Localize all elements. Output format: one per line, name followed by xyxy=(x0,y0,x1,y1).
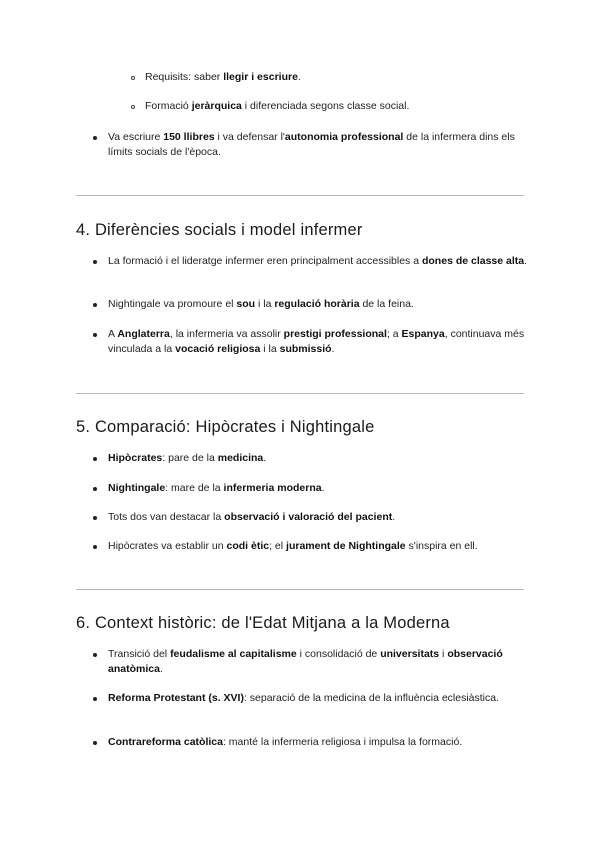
section-divider xyxy=(76,589,524,590)
bullet xyxy=(93,697,97,701)
text-segment: i la xyxy=(260,343,280,355)
bold-text: 150 llibres xyxy=(163,131,215,143)
bold-text: infermeria moderna xyxy=(223,482,322,494)
bold-text: regulació horària xyxy=(274,298,360,310)
section-heading: 6. Context històric: de l'Edat Mitjana a la Moderna xyxy=(76,614,450,632)
text-segment: ; a xyxy=(386,328,402,340)
list-item xyxy=(108,297,528,312)
bullet xyxy=(93,333,97,337)
text-segment: . xyxy=(263,452,267,464)
text-segment: Requisits: saber xyxy=(145,71,224,83)
section-heading: 4. Diferències socials i model infermer xyxy=(76,221,363,239)
list-item xyxy=(108,510,528,525)
bullet xyxy=(93,653,97,657)
bullet xyxy=(93,516,97,520)
bold-text: Reforma Protestant (s. XVI) xyxy=(108,692,244,704)
text-segment: Tots dos van destacar la xyxy=(108,511,225,523)
bold-text: Espanya xyxy=(401,328,445,340)
list-item xyxy=(108,481,528,496)
bold-text: dones de classe alta xyxy=(421,255,525,267)
list-item xyxy=(108,735,528,750)
bold-text: Anglaterra xyxy=(117,328,170,340)
bold-text: medicina xyxy=(217,452,264,464)
bullet xyxy=(93,260,97,264)
list-item xyxy=(108,539,528,554)
text-segment: de la infermera dins els límits socials de l'època. xyxy=(108,131,515,158)
text-segment: . xyxy=(392,511,396,523)
bullet xyxy=(93,457,97,461)
text-segment: i xyxy=(439,648,448,660)
bold-text: Nightingale xyxy=(108,482,166,494)
sub-list-item xyxy=(145,70,525,85)
list-item xyxy=(108,327,528,357)
bold-text: Contrareforma catòlica xyxy=(108,736,223,748)
section-divider xyxy=(76,195,524,196)
text-segment: s'inspira en ell. xyxy=(405,540,478,552)
text-segment: : pare de la xyxy=(162,452,218,464)
sub-list-item xyxy=(145,99,525,114)
bullet xyxy=(93,487,97,491)
text-segment: i consolidació de xyxy=(296,648,381,660)
text-segment: . xyxy=(321,482,325,494)
bullet xyxy=(93,303,97,307)
bold-text: jeràrquica xyxy=(191,100,242,112)
text-segment: . xyxy=(159,663,163,675)
text-segment: , continuava més vinculada a la xyxy=(108,328,525,355)
text-segment: . xyxy=(297,71,301,83)
text-segment: ; el xyxy=(269,540,287,552)
text-segment: Formació xyxy=(145,100,192,112)
text-segment: i la xyxy=(255,298,275,310)
text-segment: : manté la infermeria religiosa i impulsa la formació. xyxy=(222,736,463,748)
sub-bullet xyxy=(131,105,135,109)
bold-text: feudalisme al capitalisme xyxy=(170,648,297,660)
bold-text: observació i valoració del pacient xyxy=(224,511,393,523)
bold-text: llegir i escriure xyxy=(223,71,298,83)
section-heading: 5. Comparació: Hipòcrates i Nightingale xyxy=(76,418,375,436)
text-segment: Va escriure xyxy=(108,131,164,143)
bullet xyxy=(93,136,97,140)
text-segment: A xyxy=(108,328,118,340)
bold-text: universitats xyxy=(380,648,440,660)
list-item xyxy=(108,647,528,677)
bullet xyxy=(93,545,97,549)
text-segment: Nightingale va promoure el xyxy=(108,298,237,310)
bold-text: sou xyxy=(236,298,256,310)
text-segment: : separació de la medicina de la influència eclesiàstica. xyxy=(243,692,500,704)
sub-bullet xyxy=(131,76,135,80)
bold-text: codi ètic xyxy=(226,540,270,552)
bold-text: prestigi professional xyxy=(283,328,387,340)
bold-text: submissió xyxy=(279,343,332,355)
text-segment: : mare de la xyxy=(165,482,224,494)
bold-text: jurament de Nightingale xyxy=(286,540,406,552)
list-item xyxy=(108,691,528,706)
text-segment: Hipòcrates va establir un xyxy=(108,540,227,552)
text-segment: Transició del xyxy=(108,648,171,660)
list-item xyxy=(108,451,528,466)
bold-text: vocació religiosa xyxy=(175,343,261,355)
bold-text: autonomia professional xyxy=(284,131,404,143)
bold-text: Hipòcrates xyxy=(108,452,163,464)
section-divider xyxy=(76,393,524,394)
text-segment: i diferenciada segons classe social. xyxy=(241,100,410,112)
text-segment: , la infermeria va assolir xyxy=(169,328,284,340)
text-segment: . xyxy=(524,255,528,267)
list-item xyxy=(108,130,528,160)
bold-text: observació anatòmica xyxy=(108,648,503,675)
text-segment: La formació i el lideratge infermer eren principalment accessibles a xyxy=(108,255,422,267)
text-segment: i va defensar l' xyxy=(214,131,285,143)
list-item xyxy=(108,254,528,269)
bullet xyxy=(93,741,97,745)
text-segment: . xyxy=(331,343,335,355)
text-segment: de la feina. xyxy=(359,298,414,310)
